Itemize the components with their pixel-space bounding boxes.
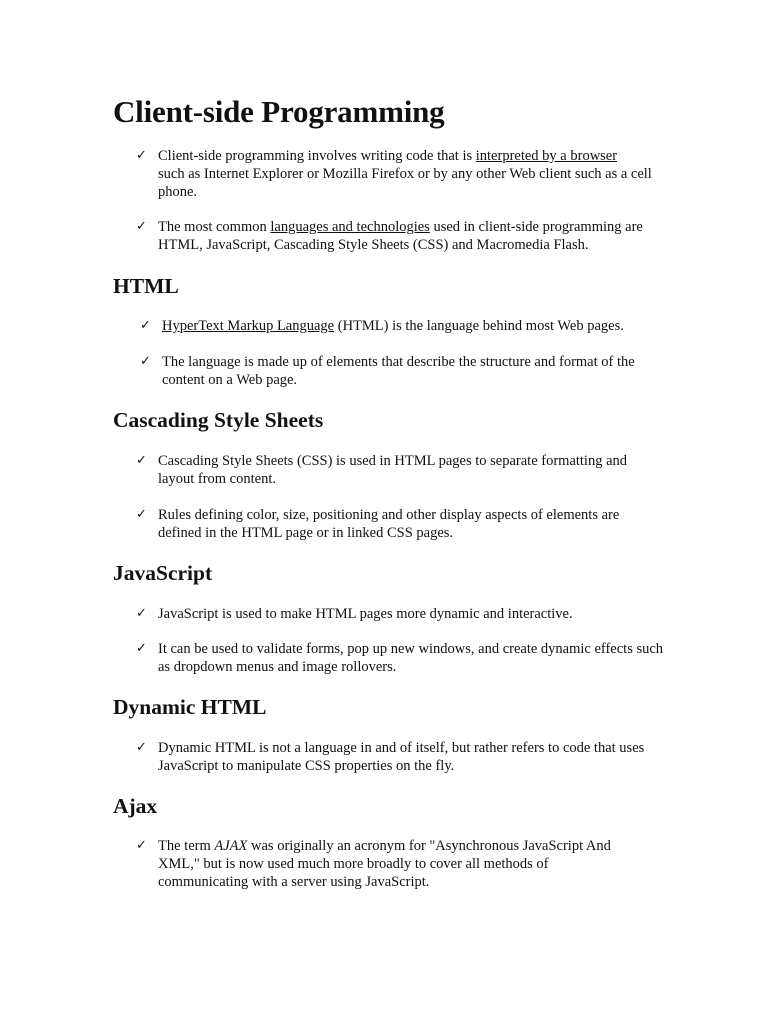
underlined-term: interpreted by a browser bbox=[475, 148, 618, 164]
check-icon: ✓ bbox=[136, 640, 147, 655]
check-icon: ✓ bbox=[136, 452, 147, 467]
check-icon: ✓ bbox=[140, 317, 151, 332]
bullet-text: used in client-side programming are HTML, JavaScript, Cascading Style Sheets (CSS) and Macromedia Flash. bbox=[158, 219, 643, 254]
bullet-item bbox=[162, 317, 662, 335]
check-icon: ✓ bbox=[136, 837, 147, 852]
page-title: Client-side Programming bbox=[113, 94, 445, 129]
bullet-item: The language is made up of elements that describe the structure and format of the content on a Web page. bbox=[162, 354, 635, 389]
bullet-item: It can be used to validate forms, pop up new windows, and create dynamic effects such as dropdown menus and image rollovers. bbox=[158, 641, 664, 676]
bullet-text: such as Internet Explorer or Mozilla Firefox or by any other Web client such as a cell phone. bbox=[158, 166, 652, 201]
bullet-text: was originally an acronym for "Asynchronous JavaScript And XML," but is now used much more broadly to cover all methods of communicating with a server using JavaScript. bbox=[158, 838, 611, 891]
bullet-text: Client-side programming involves writing code that is bbox=[158, 148, 476, 164]
section-heading-javascript: JavaScript bbox=[113, 561, 213, 585]
check-icon: ✓ bbox=[136, 605, 147, 620]
bullet-item: JavaScript is used to make HTML pages more dynamic and interactive. bbox=[158, 606, 573, 622]
bullet-text: The term bbox=[158, 838, 215, 854]
section-heading-css: Cascading Style Sheets bbox=[113, 408, 324, 432]
bullet-text: (HTML) is the language behind most Web pages. bbox=[334, 318, 624, 334]
section-heading-dynamic-html: Dynamic HTML bbox=[113, 695, 267, 719]
check-icon: ✓ bbox=[136, 147, 147, 162]
check-icon: ✓ bbox=[136, 506, 147, 521]
bullet-item: Cascading Style Sheets (CSS) is used in HTML pages to separate formatting and layout from content. bbox=[158, 453, 628, 488]
bullet-item bbox=[158, 218, 658, 254]
underlined-term: languages and technologies bbox=[270, 219, 430, 235]
bullet-item bbox=[158, 147, 658, 202]
bullet-item: Dynamic HTML is not a language in and of itself, but rather refers to code that uses JavaScript to manipulate CSS properties on the fly. bbox=[158, 740, 645, 775]
bullet-item: Rules defining color, size, positioning and other display aspects of elements are defined in the HTML page or in linked CSS pages. bbox=[158, 507, 620, 542]
check-icon: ✓ bbox=[140, 353, 151, 368]
check-icon: ✓ bbox=[136, 218, 147, 233]
section-heading-html: HTML bbox=[113, 274, 179, 298]
check-icon: ✓ bbox=[136, 739, 147, 754]
section-heading-ajax: Ajax bbox=[113, 794, 158, 818]
emphasized-term: AJAX bbox=[214, 838, 248, 854]
bullet-text: The most common bbox=[158, 219, 271, 235]
bullet-item bbox=[158, 837, 638, 892]
underlined-term: HyperText Markup Language bbox=[162, 318, 335, 334]
